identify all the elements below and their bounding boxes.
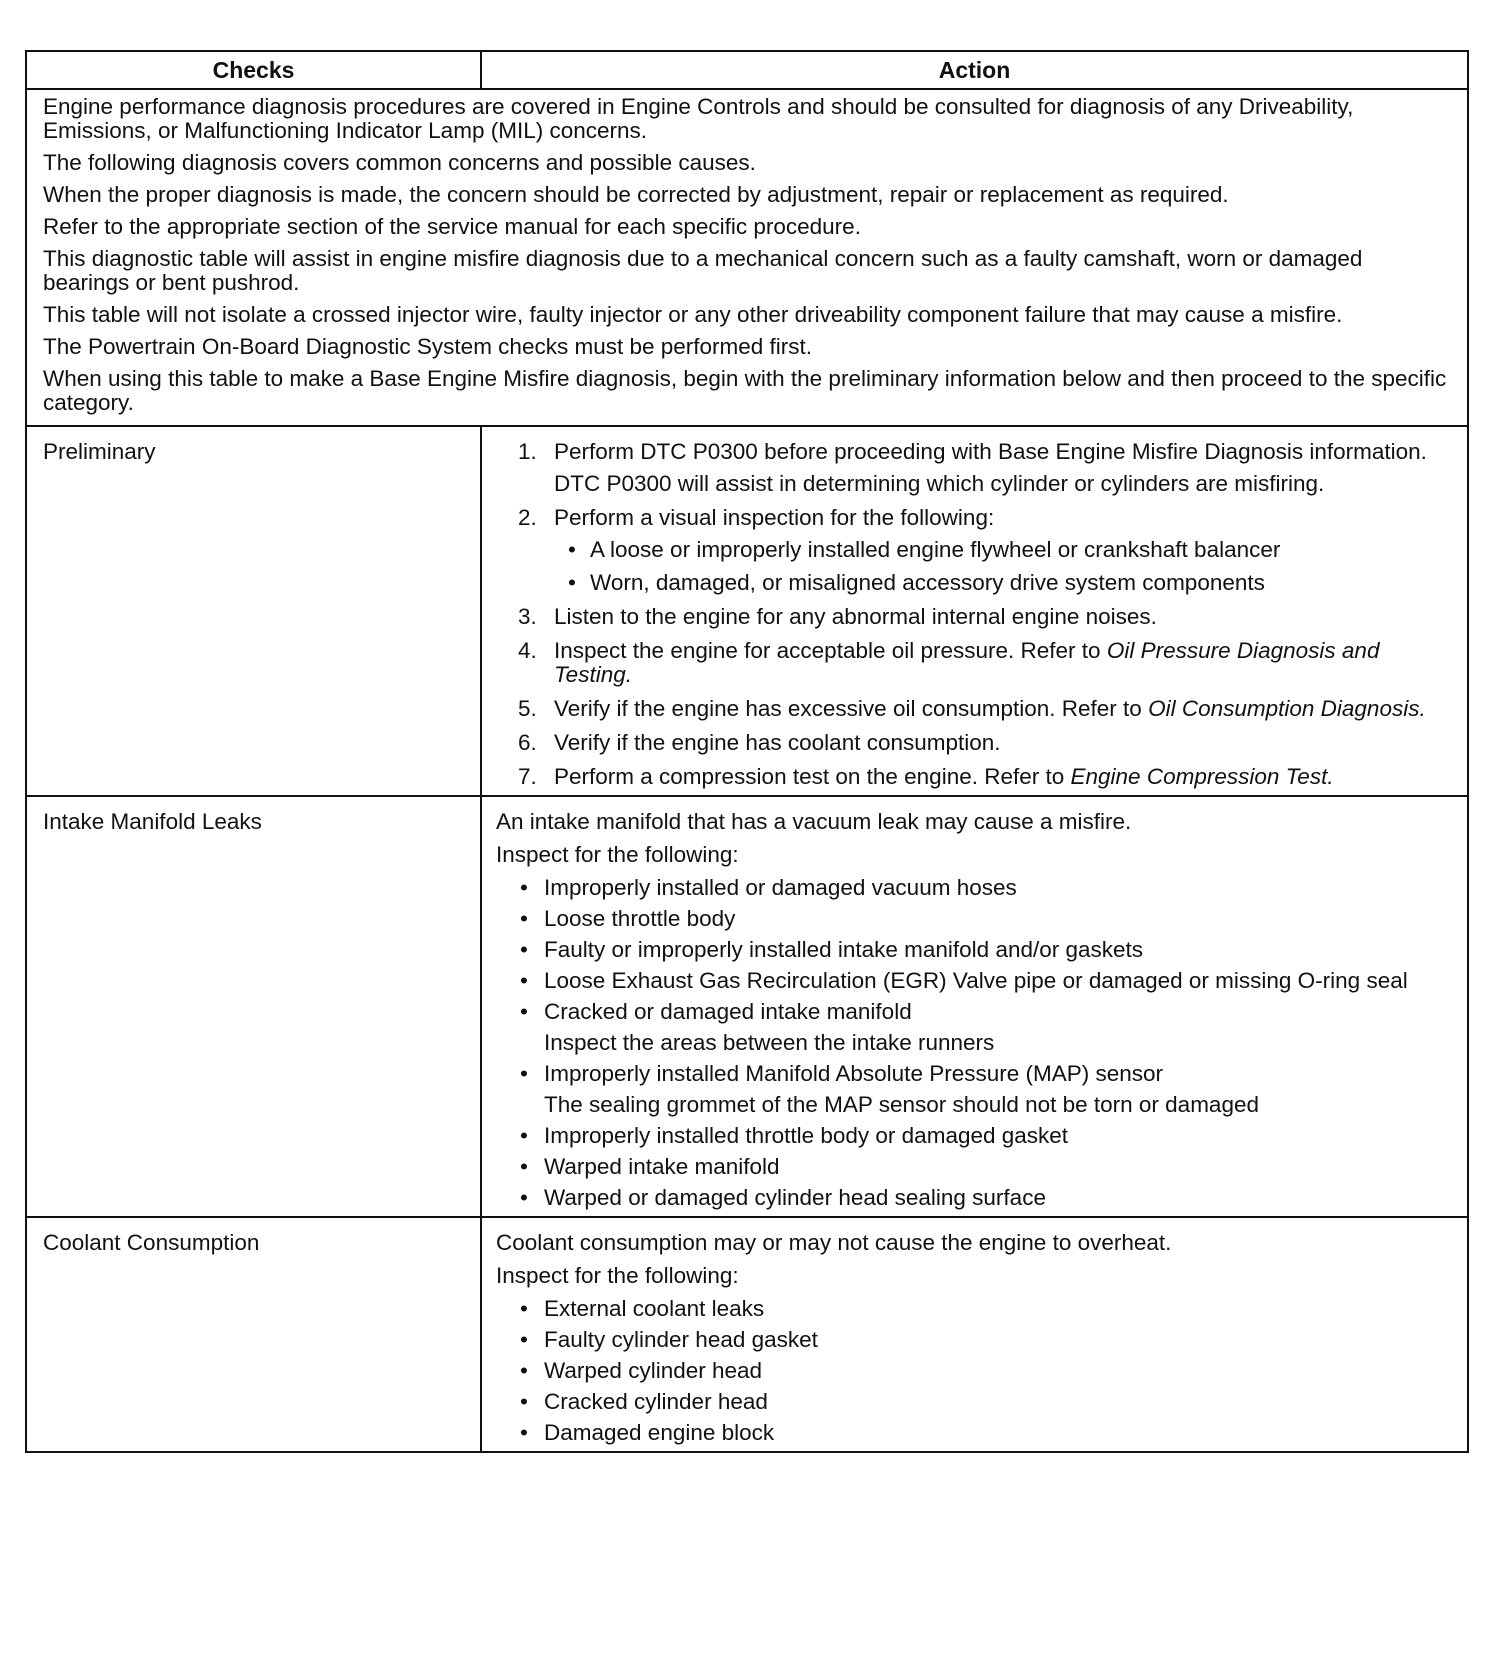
coolant-list [496,1297,1451,1445]
list-item: • Warped intake manifold [496,1155,1451,1179]
step-item [496,440,1451,496]
step-reference: Oil Pressure Diagnosis and Testing [554,638,1380,687]
list-item: • Loose Exhaust Gas Recirculation (EGR) Valve pipe or damaged or missing O-ring seal [496,969,1451,993]
intro-cell [26,89,1468,426]
list-item: • Faulty or improperly installed intake manifold and/or gaskets [496,938,1451,962]
diagnosis-table [25,50,1469,1453]
step-item [496,731,1451,755]
step-item [496,605,1451,629]
list-item: • Loose throttle body [496,907,1451,931]
coolant-check: Coolant Consumption [26,1217,481,1452]
preliminary-check: Preliminary [26,426,481,796]
step-number: 2. [518,505,537,530]
list-item: • Improperly installed or damaged vacuum hoses [496,876,1451,900]
list-note: The sealing grommet of the MAP sensor should not be torn or damaged [544,1092,1259,1117]
step-subtext: DTC P0300 will assist in determining which cylinder or cylinders are misfiring. [554,471,1325,496]
intro-paragraph: This table will not isolate a crossed injector wire, faulty injector or any other driveability component failure that may cause a misfire. [43,302,1343,327]
action-header: Action [481,51,1468,89]
step-end: . [625,662,632,687]
coolant-row [26,1217,1468,1452]
step-end: . [1419,696,1426,721]
step-text: Verify if the engine has excessive oil consumption. Refer to [554,696,1149,721]
step-text: Perform a compression test on the engine. Refer to [554,764,1071,789]
list-item: • Improperly installed Manifold Absolute Pressure (MAP) sensor [496,1062,1451,1086]
intake-action [481,796,1468,1217]
step-number: 5. [518,696,537,721]
coolant-paragraph: Coolant consumption may or may not cause the engine to overheat. [496,1230,1172,1255]
step-number: 6. [518,730,537,755]
step-number: 4. [518,638,537,663]
list-item: • Improperly installed throttle body or damaged gasket [496,1124,1451,1148]
intro-paragraph: This diagnostic table will assist in engine misfire diagnosis due to a mechanical concern such as a faulty camshaft, worn or damaged bearings or bent pushrod. [43,246,1363,295]
preliminary-action [481,426,1468,796]
step-item [496,639,1451,687]
intake-paragraph: Inspect for the following: [496,842,739,867]
preliminary-row [26,426,1468,796]
intake-list [496,876,1451,1210]
step-number: 1. [518,439,537,464]
intake-check: Intake Manifold Leaks [26,796,481,1217]
step-item [496,697,1451,721]
step-text: Verify if the engine has coolant consumption. [554,730,1001,755]
intro-paragraph: The following diagnosis covers common concerns and possible causes. [43,150,756,175]
list-item: • Damaged engine block [496,1421,1451,1445]
list-note: Inspect the areas between the intake runners [544,1030,995,1055]
step-number: 3. [518,604,537,629]
checks-header: Checks [26,51,481,89]
step-bullets [554,538,1451,595]
intake-paragraph: An intake manifold that has a vacuum leak may cause a misfire. [496,809,1132,834]
step-reference: Oil Consumption Diagnosis [1148,696,1420,721]
step-number: 7. [518,764,537,789]
step-text: Perform DTC P0300 before proceeding with Base Engine Misfire Diagnosis information. [554,439,1427,464]
list-item: • Faulty cylinder head gasket [496,1328,1451,1352]
preliminary-steps [496,440,1451,789]
step-text: Perform a visual inspection for the following: [554,505,995,530]
coolant-paragraph: Inspect for the following: [496,1263,739,1288]
intro-paragraph: When the proper diagnosis is made, the concern should be corrected by adjustment, repair or replacement as required. [43,182,1229,207]
intro-paragraph: When using this table to make a Base Engine Misfire diagnosis, begin with the preliminary information below and then proceed to the specific category. [43,366,1447,415]
step-item [496,506,1451,595]
intro-paragraph: Refer to the appropriate section of the service manual for each specific procedure. [43,214,861,239]
step-item [496,765,1451,789]
list-item: • Cracked cylinder head [496,1390,1451,1414]
list-item: • Warped or damaged cylinder head sealing surface [496,1186,1451,1210]
intro-row [26,89,1468,426]
list-item: • Warped cylinder head [496,1359,1451,1383]
step-reference: Engine Compression Test [1070,764,1328,789]
intake-row [26,796,1468,1217]
list-item: • Cracked or damaged intake manifold [496,1000,1451,1024]
step-end: . [1327,764,1334,789]
bullet-item: • Worn, damaged, or misaligned accessory drive system components [554,571,1451,595]
header-row [26,51,1468,89]
step-text: Inspect the engine for acceptable oil pressure. Refer to [554,638,1107,663]
step-text: Listen to the engine for any abnormal internal engine noises. [554,604,1157,629]
coolant-action [481,1217,1468,1452]
list-item: • External coolant leaks [496,1297,1451,1321]
intro-paragraph: Engine performance diagnosis procedures are covered in Engine Controls and should be consulted for diagnosis of any Driveability, Emissions, or Malfunctioning Indicator Lamp (MIL) concerns. [43,94,1354,143]
bullet-item: • A loose or improperly installed engine flywheel or crankshaft balancer [554,538,1451,562]
intro-paragraph: The Powertrain On-Board Diagnostic System checks must be performed first. [43,334,813,359]
